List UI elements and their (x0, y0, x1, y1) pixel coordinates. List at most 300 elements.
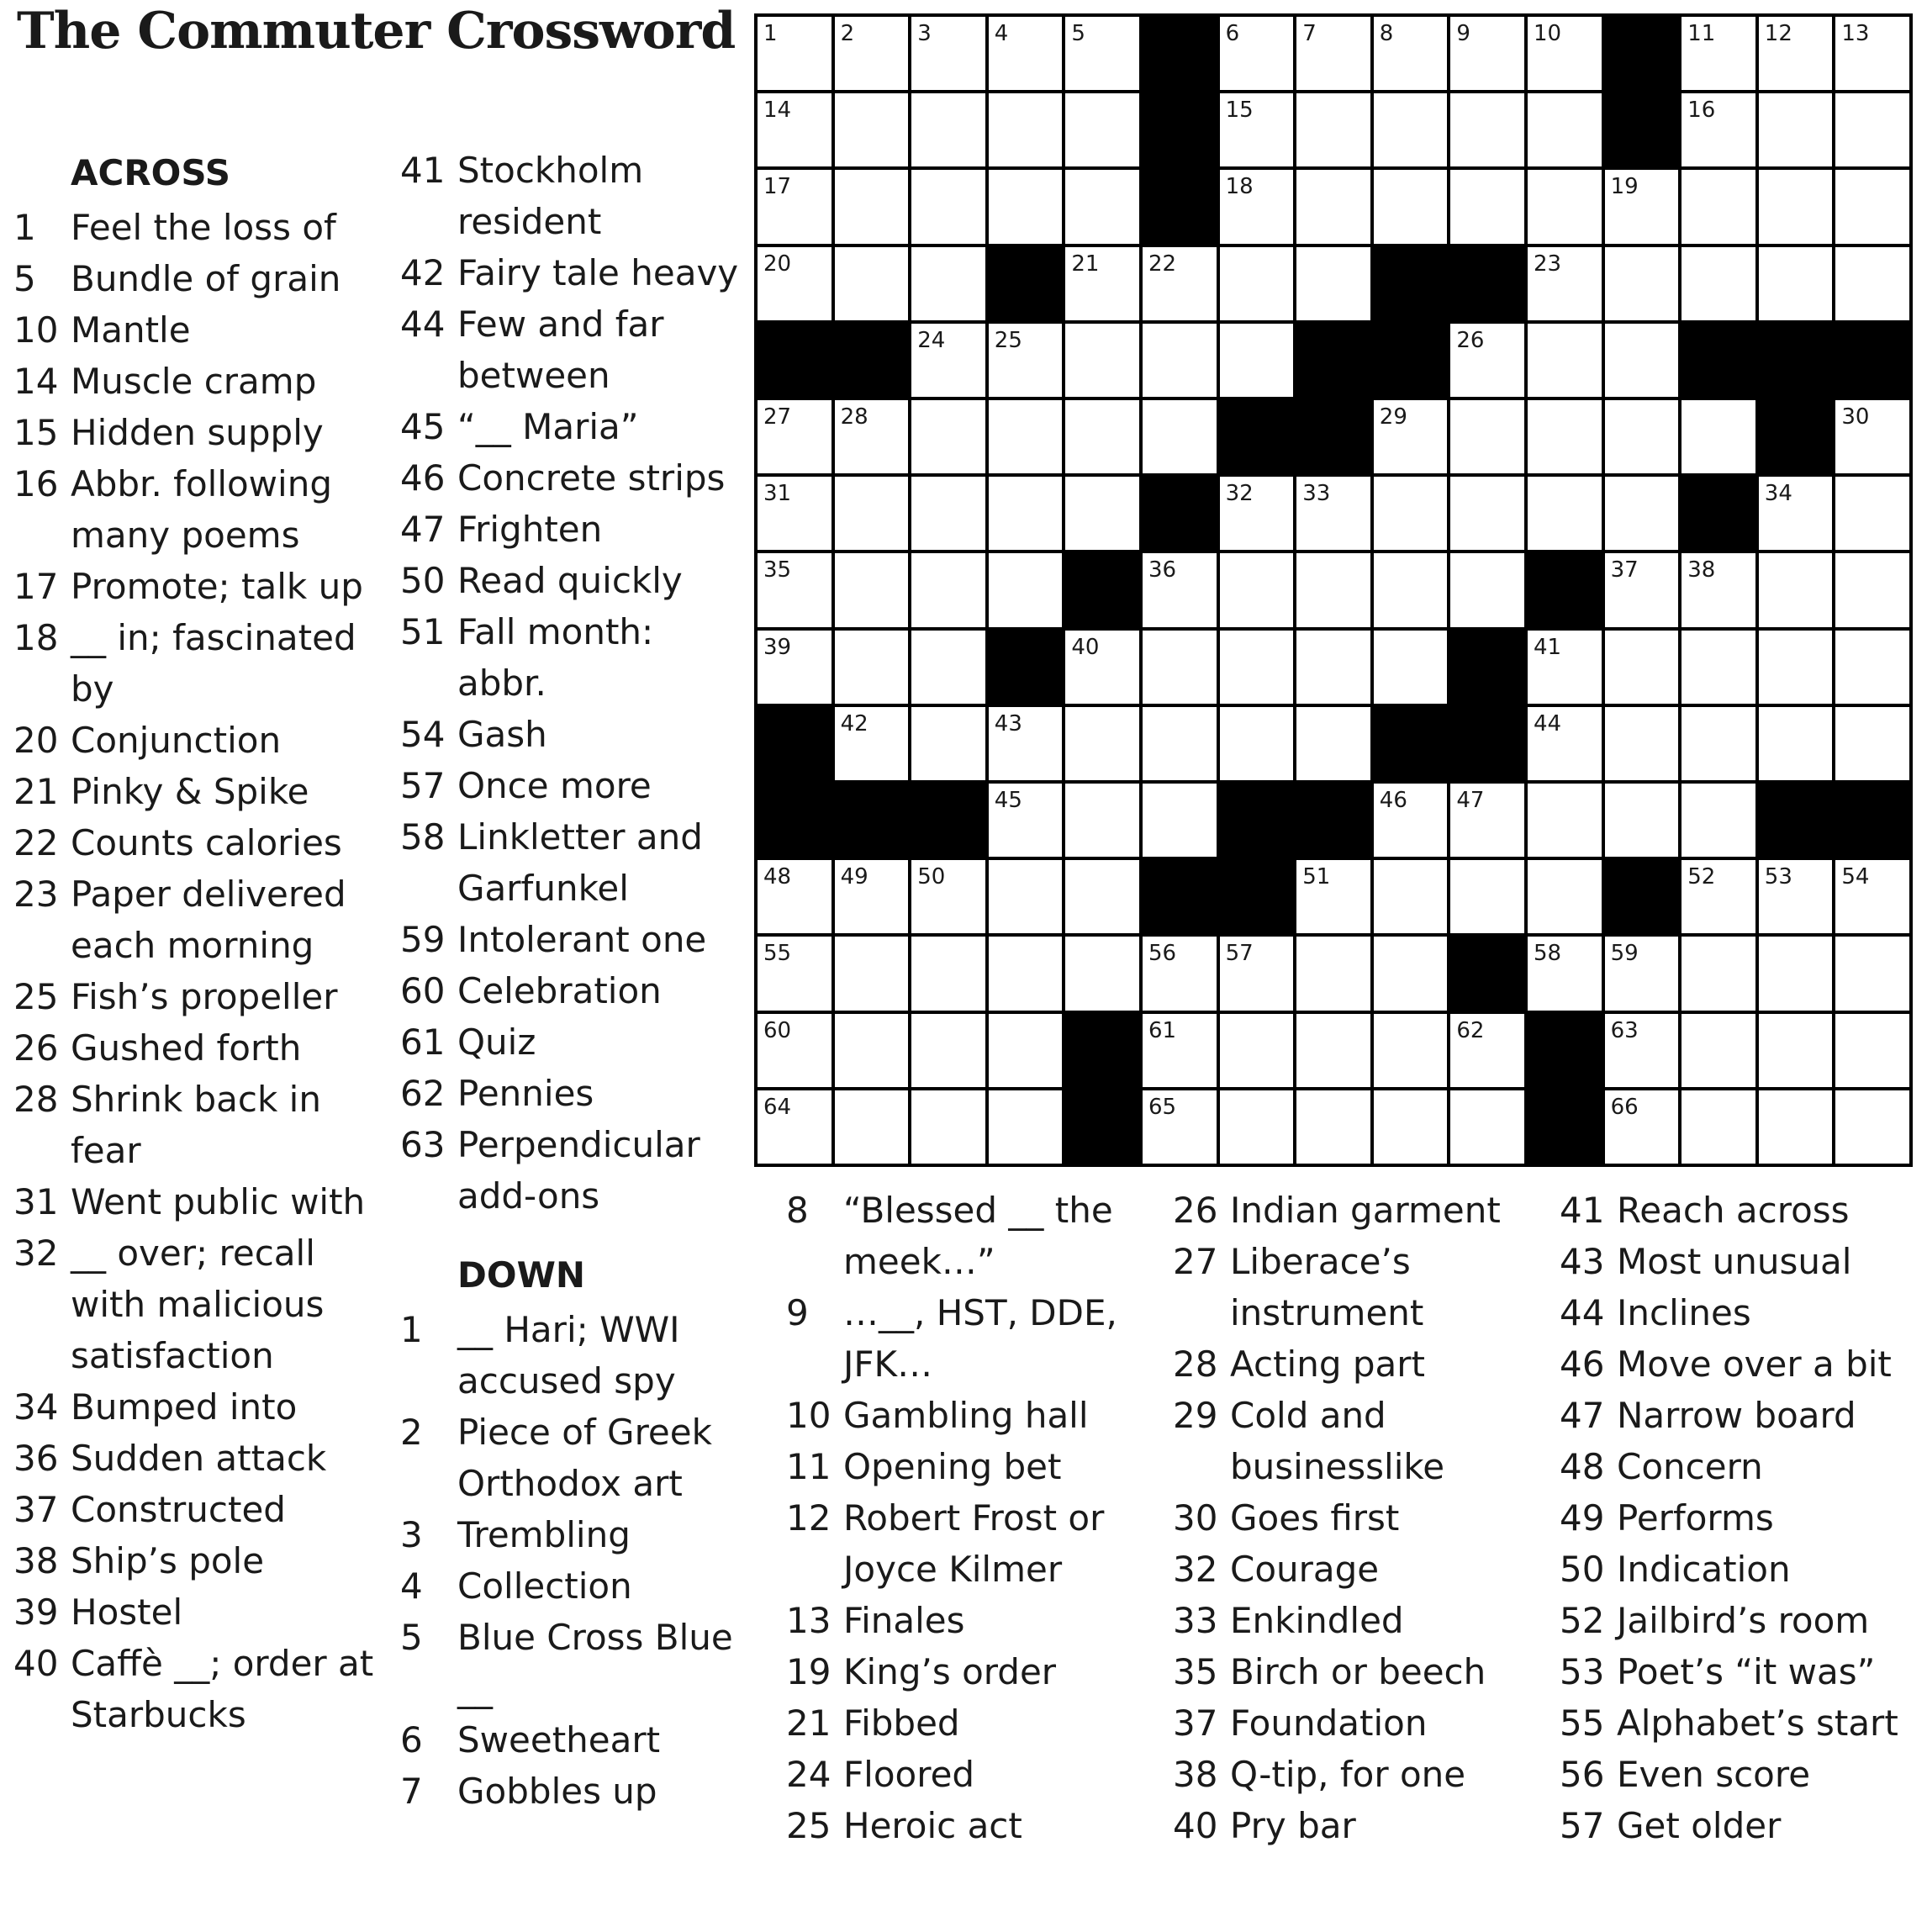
clue-number: 7 (400, 1771, 423, 1812)
clue-number: 57 (400, 765, 446, 806)
grid-cell[interactable] (1528, 860, 1602, 933)
clue-text: Stockholm resident (457, 150, 644, 242)
grid-cell[interactable] (1143, 400, 1217, 473)
grid-cell[interactable] (835, 707, 909, 780)
grid-cell[interactable] (1682, 170, 1755, 243)
grid-cell[interactable] (1835, 707, 1909, 780)
grid-cell[interactable] (1220, 477, 1294, 550)
cell-number: 14 (763, 98, 792, 124)
grid-cell[interactable] (1450, 17, 1524, 90)
down-clue-9 (786, 1287, 1122, 1390)
grid-cell[interactable] (758, 860, 832, 933)
grid-cell[interactable] (1296, 860, 1370, 933)
cell-number: 40 (1071, 634, 1100, 660)
grid-cell[interactable] (1835, 937, 1909, 1010)
grid-cell[interactable] (758, 1014, 832, 1087)
clue-number: 48 (1560, 1446, 1605, 1487)
cell-number: 50 (917, 864, 946, 890)
grid-cell[interactable] (1220, 553, 1294, 626)
cell-number: 3 (917, 21, 932, 46)
black-square (1143, 17, 1217, 90)
grid-cell[interactable] (835, 93, 909, 166)
grid-cell[interactable] (758, 631, 832, 704)
grid-cell[interactable] (1605, 477, 1679, 550)
down-clue-27 (1173, 1236, 1509, 1338)
across-clue-10 (13, 304, 383, 356)
clue-number: 20 (13, 720, 59, 761)
grid-cell[interactable] (1835, 860, 1909, 933)
grid-cell[interactable] (1065, 937, 1139, 1010)
grid-cell[interactable] (989, 860, 1063, 933)
clue-number: 5 (400, 1617, 423, 1658)
clue-text: Mantle (71, 309, 191, 351)
grid-cell[interactable] (1143, 1090, 1217, 1164)
grid-cell[interactable] (1605, 553, 1679, 626)
down-clue-24 (786, 1749, 1122, 1800)
grid-cell[interactable] (1682, 707, 1755, 780)
grid-cell[interactable] (1450, 324, 1524, 397)
cell-number: 59 (1610, 941, 1639, 967)
across-clue-62 (400, 1068, 753, 1119)
grid-cell[interactable] (1374, 93, 1448, 166)
grid-cell[interactable] (989, 17, 1063, 90)
grid-cell[interactable] (1220, 93, 1294, 166)
grid-cell[interactable] (1220, 247, 1294, 320)
black-square (1450, 631, 1524, 704)
grid-cell[interactable] (1450, 93, 1524, 166)
grid-cell[interactable] (1374, 400, 1448, 473)
clue-number: 50 (1560, 1549, 1605, 1590)
grid-cell[interactable] (1450, 553, 1524, 626)
grid-cell[interactable] (1528, 937, 1602, 1010)
grid-cell[interactable] (1835, 553, 1909, 626)
grid-cell[interactable] (1759, 631, 1833, 704)
clue-text: King’s order (843, 1651, 1057, 1692)
grid-cell[interactable] (758, 247, 832, 320)
clue-number: 60 (400, 970, 446, 1011)
clue-text: Finales (843, 1600, 965, 1641)
clue-text: Alphabet’s start (1617, 1702, 1898, 1744)
grid-cell[interactable] (989, 937, 1063, 1010)
grid-cell[interactable] (911, 937, 985, 1010)
grid-cell[interactable] (1374, 17, 1448, 90)
cell-number: 64 (763, 1094, 792, 1120)
grid-cell[interactable] (1065, 707, 1139, 780)
clue-text: Gobbles up (457, 1771, 657, 1812)
clue-number: 53 (1560, 1651, 1605, 1692)
grid-cell[interactable] (1065, 860, 1139, 933)
grid-cell[interactable] (1296, 937, 1370, 1010)
clue-number: 13 (786, 1600, 832, 1641)
grid-cell[interactable] (835, 860, 909, 933)
clue-number: 29 (1173, 1395, 1218, 1436)
down-clue-47 (1560, 1390, 1921, 1441)
grid-cell[interactable] (758, 17, 832, 90)
grid-cell[interactable] (1450, 1014, 1524, 1087)
down-clue-8 (786, 1185, 1122, 1287)
grid-cell[interactable] (1143, 553, 1217, 626)
clue-text: Few and far between (457, 304, 664, 396)
grid-cell[interactable] (911, 170, 985, 243)
clue-text: Once more (457, 765, 652, 806)
crossword-grid (754, 13, 1913, 1167)
down-clue-53 (1560, 1646, 1921, 1697)
grid-cell[interactable] (758, 937, 832, 1010)
grid-cell[interactable] (1450, 860, 1524, 933)
grid-cell[interactable] (1682, 860, 1755, 933)
grid-cell[interactable] (989, 324, 1063, 397)
down-clue-10 (786, 1390, 1122, 1441)
grid-cell[interactable] (1835, 400, 1909, 473)
clue-number: 36 (13, 1438, 59, 1479)
clue-text: Linkletter and Garfunkel (457, 816, 703, 909)
grid-cell[interactable] (1374, 1014, 1448, 1087)
grid-cell[interactable] (1605, 1090, 1679, 1164)
grid-cell[interactable] (911, 400, 985, 473)
grid-cell[interactable] (1835, 17, 1909, 90)
clue-text: Feel the loss of (71, 207, 336, 248)
cell-number: 1 (763, 21, 778, 46)
clue-number: 57 (1560, 1805, 1605, 1846)
clue-text: Performs (1617, 1497, 1774, 1539)
grid-cell[interactable] (911, 1090, 985, 1164)
grid-cell[interactable] (1065, 17, 1139, 90)
clue-number: 44 (1560, 1292, 1605, 1333)
grid-cell[interactable] (1528, 477, 1602, 550)
grid-cell[interactable] (1450, 784, 1524, 857)
clue-text: Pinky & Spike (71, 771, 309, 812)
clue-number: 19 (786, 1651, 832, 1692)
black-square (1220, 784, 1294, 857)
clue-text: Sweetheart (457, 1719, 661, 1760)
grid-cell[interactable] (1065, 247, 1139, 320)
grid-cell[interactable] (1296, 707, 1370, 780)
down-clue-19 (786, 1646, 1122, 1697)
grid-cell[interactable] (1450, 1090, 1524, 1164)
grid-cell[interactable] (989, 93, 1063, 166)
grid-cell[interactable] (758, 553, 832, 626)
clue-number: 3 (400, 1514, 423, 1555)
cell-number: 34 (1764, 481, 1792, 507)
grid-cell[interactable] (1528, 170, 1602, 243)
grid-cell[interactable] (1835, 247, 1909, 320)
grid-cell[interactable] (1682, 247, 1755, 320)
clue-text: Jailbird’s room (1617, 1600, 1870, 1641)
grid-cell[interactable] (911, 631, 985, 704)
grid-cell[interactable] (1296, 93, 1370, 166)
grid-cell[interactable] (1143, 631, 1217, 704)
grid-cell[interactable] (1835, 631, 1909, 704)
grid-cell[interactable] (1759, 93, 1833, 166)
grid-cell[interactable] (1296, 1090, 1370, 1164)
grid-cell[interactable] (1682, 631, 1755, 704)
clue-text: Paper delivered each morning (71, 874, 346, 966)
clue-column-1 (13, 145, 383, 1740)
grid-cell[interactable] (1759, 707, 1833, 780)
down-clue-30 (1173, 1492, 1509, 1544)
grid-cell[interactable] (989, 784, 1063, 857)
clue-number: 37 (1173, 1702, 1218, 1744)
grid-cell[interactable] (1296, 477, 1370, 550)
black-square (1143, 477, 1217, 550)
grid-cell[interactable] (1220, 1090, 1294, 1164)
clue-text: Trembling (457, 1514, 631, 1555)
down-clue-6 (400, 1714, 753, 1766)
grid-cell[interactable] (1220, 170, 1294, 243)
grid-cell[interactable] (911, 93, 985, 166)
grid-cell[interactable] (1528, 247, 1602, 320)
grid-cell[interactable] (758, 93, 832, 166)
clue-text: Perpendicular add-ons (457, 1124, 700, 1217)
grid-cell[interactable] (1759, 17, 1833, 90)
grid-cell[interactable] (1835, 170, 1909, 243)
clue-number: 51 (400, 611, 446, 652)
grid-cell[interactable] (1759, 937, 1833, 1010)
grid-cell[interactable] (1065, 400, 1139, 473)
clue-text: Gash (457, 714, 547, 755)
grid-cell[interactable] (1759, 1090, 1833, 1164)
grid-cell[interactable] (1605, 170, 1679, 243)
grid-cell[interactable] (989, 170, 1063, 243)
black-square (1450, 707, 1524, 780)
cell-number: 4 (994, 21, 1009, 46)
grid-cell[interactable] (1759, 1014, 1833, 1087)
clue-text: Intolerant one (457, 919, 707, 960)
grid-cell[interactable] (1605, 631, 1679, 704)
grid-cell[interactable] (1528, 17, 1602, 90)
grid-cell[interactable] (1143, 937, 1217, 1010)
grid-cell[interactable] (835, 400, 909, 473)
grid-cell[interactable] (1682, 17, 1755, 90)
grid-cell[interactable] (989, 707, 1063, 780)
down-clue-32 (1173, 1544, 1509, 1595)
grid-cell[interactable] (1374, 1090, 1448, 1164)
clue-text: Reach across (1617, 1190, 1850, 1231)
grid-cell[interactable] (835, 631, 909, 704)
cell-number: 31 (763, 481, 792, 507)
grid-cell[interactable] (1374, 784, 1448, 857)
grid-cell[interactable] (1682, 937, 1755, 1010)
grid-cell[interactable] (911, 17, 985, 90)
grid-cell[interactable] (989, 553, 1063, 626)
cell-number: 66 (1610, 1094, 1639, 1120)
grid-cell[interactable] (835, 1014, 909, 1087)
grid-cell[interactable] (1220, 631, 1294, 704)
grid-cell[interactable] (1296, 247, 1370, 320)
grid-cell[interactable] (1682, 553, 1755, 626)
grid-cell[interactable] (911, 707, 985, 780)
grid-cell[interactable] (1296, 553, 1370, 626)
grid-cell[interactable] (1374, 553, 1448, 626)
cell-number: 47 (1456, 787, 1485, 813)
grid-cell[interactable] (1605, 247, 1679, 320)
across-clue-14 (13, 356, 383, 407)
grid-cell[interactable] (911, 247, 985, 320)
cell-number: 38 (1687, 557, 1716, 583)
grid-cell[interactable] (989, 1090, 1063, 1164)
grid-cell[interactable] (835, 937, 909, 1010)
grid-cell[interactable] (1835, 1090, 1909, 1164)
grid-cell[interactable] (1682, 93, 1755, 166)
across-clue-34 (13, 1381, 383, 1433)
grid-cell[interactable] (1374, 860, 1448, 933)
grid-cell[interactable] (911, 860, 985, 933)
grid-cell[interactable] (1759, 553, 1833, 626)
grid-cell[interactable] (1143, 784, 1217, 857)
grid-cell[interactable] (1450, 477, 1524, 550)
grid-cell[interactable] (989, 400, 1063, 473)
clue-number: 10 (786, 1395, 832, 1436)
grid-cell[interactable] (835, 17, 909, 90)
grid-cell[interactable] (1065, 784, 1139, 857)
clue-text: Piece of Greek Orthodox art (457, 1412, 712, 1504)
grid-cell[interactable] (1374, 937, 1448, 1010)
grid-cell[interactable] (1296, 1014, 1370, 1087)
grid-cell[interactable] (758, 1090, 832, 1164)
clue-text: Sudden attack (71, 1438, 327, 1479)
clue-number: 62 (400, 1073, 446, 1114)
grid-cell[interactable] (911, 553, 985, 626)
clue-text: Read quickly (457, 560, 683, 601)
grid-cell[interactable] (1450, 400, 1524, 473)
grid-cell[interactable] (1759, 247, 1833, 320)
grid-cell[interactable] (1220, 937, 1294, 1010)
clue-text: __ Hari; WWI accused spy (457, 1309, 680, 1401)
grid-cell[interactable] (1759, 477, 1833, 550)
grid-cell[interactable] (758, 477, 832, 550)
grid-cell[interactable] (835, 170, 909, 243)
grid-cell[interactable] (1065, 477, 1139, 550)
grid-cell[interactable] (1143, 324, 1217, 397)
grid-cell[interactable] (989, 1014, 1063, 1087)
grid-cell[interactable] (1143, 707, 1217, 780)
grid-cell[interactable] (989, 477, 1063, 550)
grid-cell[interactable] (758, 400, 832, 473)
grid-cell[interactable] (1374, 170, 1448, 243)
grid-cell[interactable] (1528, 93, 1602, 166)
grid-cell[interactable] (1605, 784, 1679, 857)
clue-number: 18 (13, 617, 59, 658)
cell-number: 46 (1379, 787, 1407, 813)
grid-cell[interactable] (1835, 93, 1909, 166)
grid-cell[interactable] (911, 324, 985, 397)
grid-cell[interactable] (1296, 17, 1370, 90)
clue-text: …__, HST, DDE, JFK… (843, 1292, 1117, 1385)
down-clue-48 (1560, 1441, 1921, 1492)
grid-cell[interactable] (1605, 324, 1679, 397)
cell-number: 15 (1225, 98, 1254, 124)
clue-text: Courage (1230, 1549, 1380, 1590)
clue-number: 61 (400, 1021, 446, 1063)
grid-cell[interactable] (1835, 1014, 1909, 1087)
grid-cell[interactable] (1450, 170, 1524, 243)
across-clue-57 (400, 760, 753, 811)
cell-number: 18 (1225, 174, 1254, 200)
grid-cell[interactable] (835, 247, 909, 320)
across-heading: ACROSS (71, 152, 230, 193)
grid-cell[interactable] (1605, 937, 1679, 1010)
grid-cell[interactable] (1528, 631, 1602, 704)
grid-cell[interactable] (1528, 784, 1602, 857)
grid-cell[interactable] (1065, 631, 1139, 704)
grid-cell[interactable] (1682, 784, 1755, 857)
grid-cell[interactable] (1759, 170, 1833, 243)
across-clue-1 (13, 202, 383, 253)
grid-cell[interactable] (1528, 707, 1602, 780)
clue-number: 4 (400, 1565, 423, 1607)
down-clue-57 (1560, 1800, 1921, 1851)
clue-number: 32 (1173, 1549, 1218, 1590)
grid-cell[interactable] (1143, 1014, 1217, 1087)
grid-cell[interactable] (835, 477, 909, 550)
grid-cell[interactable] (911, 477, 985, 550)
grid-cell[interactable] (1220, 324, 1294, 397)
grid-cell[interactable] (1220, 1014, 1294, 1087)
black-square (1143, 860, 1217, 933)
grid-cell[interactable] (1682, 1014, 1755, 1087)
grid-cell[interactable] (1528, 400, 1602, 473)
down-clue-37 (1173, 1697, 1509, 1749)
grid-cell[interactable] (911, 1014, 985, 1087)
grid-cell[interactable] (1143, 247, 1217, 320)
grid-cell[interactable] (1605, 707, 1679, 780)
grid-cell[interactable] (835, 553, 909, 626)
clue-number: 11 (786, 1446, 832, 1487)
grid-cell[interactable] (1682, 400, 1755, 473)
grid-cell[interactable] (1835, 477, 1909, 550)
down-clue-50 (1560, 1544, 1921, 1595)
grid-cell[interactable] (1296, 631, 1370, 704)
grid-cell[interactable] (1759, 860, 1833, 933)
grid-cell[interactable] (1605, 400, 1679, 473)
grid-cell[interactable] (1374, 631, 1448, 704)
grid-cell[interactable] (1296, 170, 1370, 243)
grid-cell[interactable] (1065, 93, 1139, 166)
down-clue-46 (1560, 1338, 1921, 1390)
grid-cell[interactable] (758, 170, 832, 243)
cell-number: 12 (1764, 21, 1792, 46)
grid-cell[interactable] (1220, 17, 1294, 90)
across-clue-45 (400, 401, 753, 452)
clue-number: 25 (786, 1805, 832, 1846)
grid-cell[interactable] (1682, 1090, 1755, 1164)
down-clue-11 (786, 1441, 1122, 1492)
grid-cell[interactable] (1065, 324, 1139, 397)
grid-cell[interactable] (835, 1090, 909, 1164)
cell-number: 27 (763, 404, 792, 430)
clue-number: 10 (13, 309, 59, 351)
grid-cell[interactable] (1065, 170, 1139, 243)
clue-number: 46 (400, 457, 446, 499)
clue-text: “__ Maria” (457, 406, 639, 447)
clue-text: Floored (843, 1754, 975, 1795)
grid-cell[interactable] (1220, 707, 1294, 780)
grid-cell[interactable] (1605, 1014, 1679, 1087)
clue-text: Liberace’s instrument (1230, 1241, 1424, 1333)
down-clue-43 (1560, 1236, 1921, 1287)
across-clue-59 (400, 914, 753, 965)
black-square (1450, 937, 1524, 1010)
down-clue-25 (786, 1800, 1122, 1851)
black-square (1528, 553, 1602, 626)
black-square (1682, 477, 1755, 550)
across-clue-37 (13, 1484, 383, 1535)
grid-cell[interactable] (1374, 477, 1448, 550)
down-clue-2 (400, 1407, 753, 1509)
down-clue-41 (1560, 1185, 1921, 1236)
clue-text: Cold and businesslike (1230, 1395, 1445, 1487)
grid-cell[interactable] (1528, 324, 1602, 397)
